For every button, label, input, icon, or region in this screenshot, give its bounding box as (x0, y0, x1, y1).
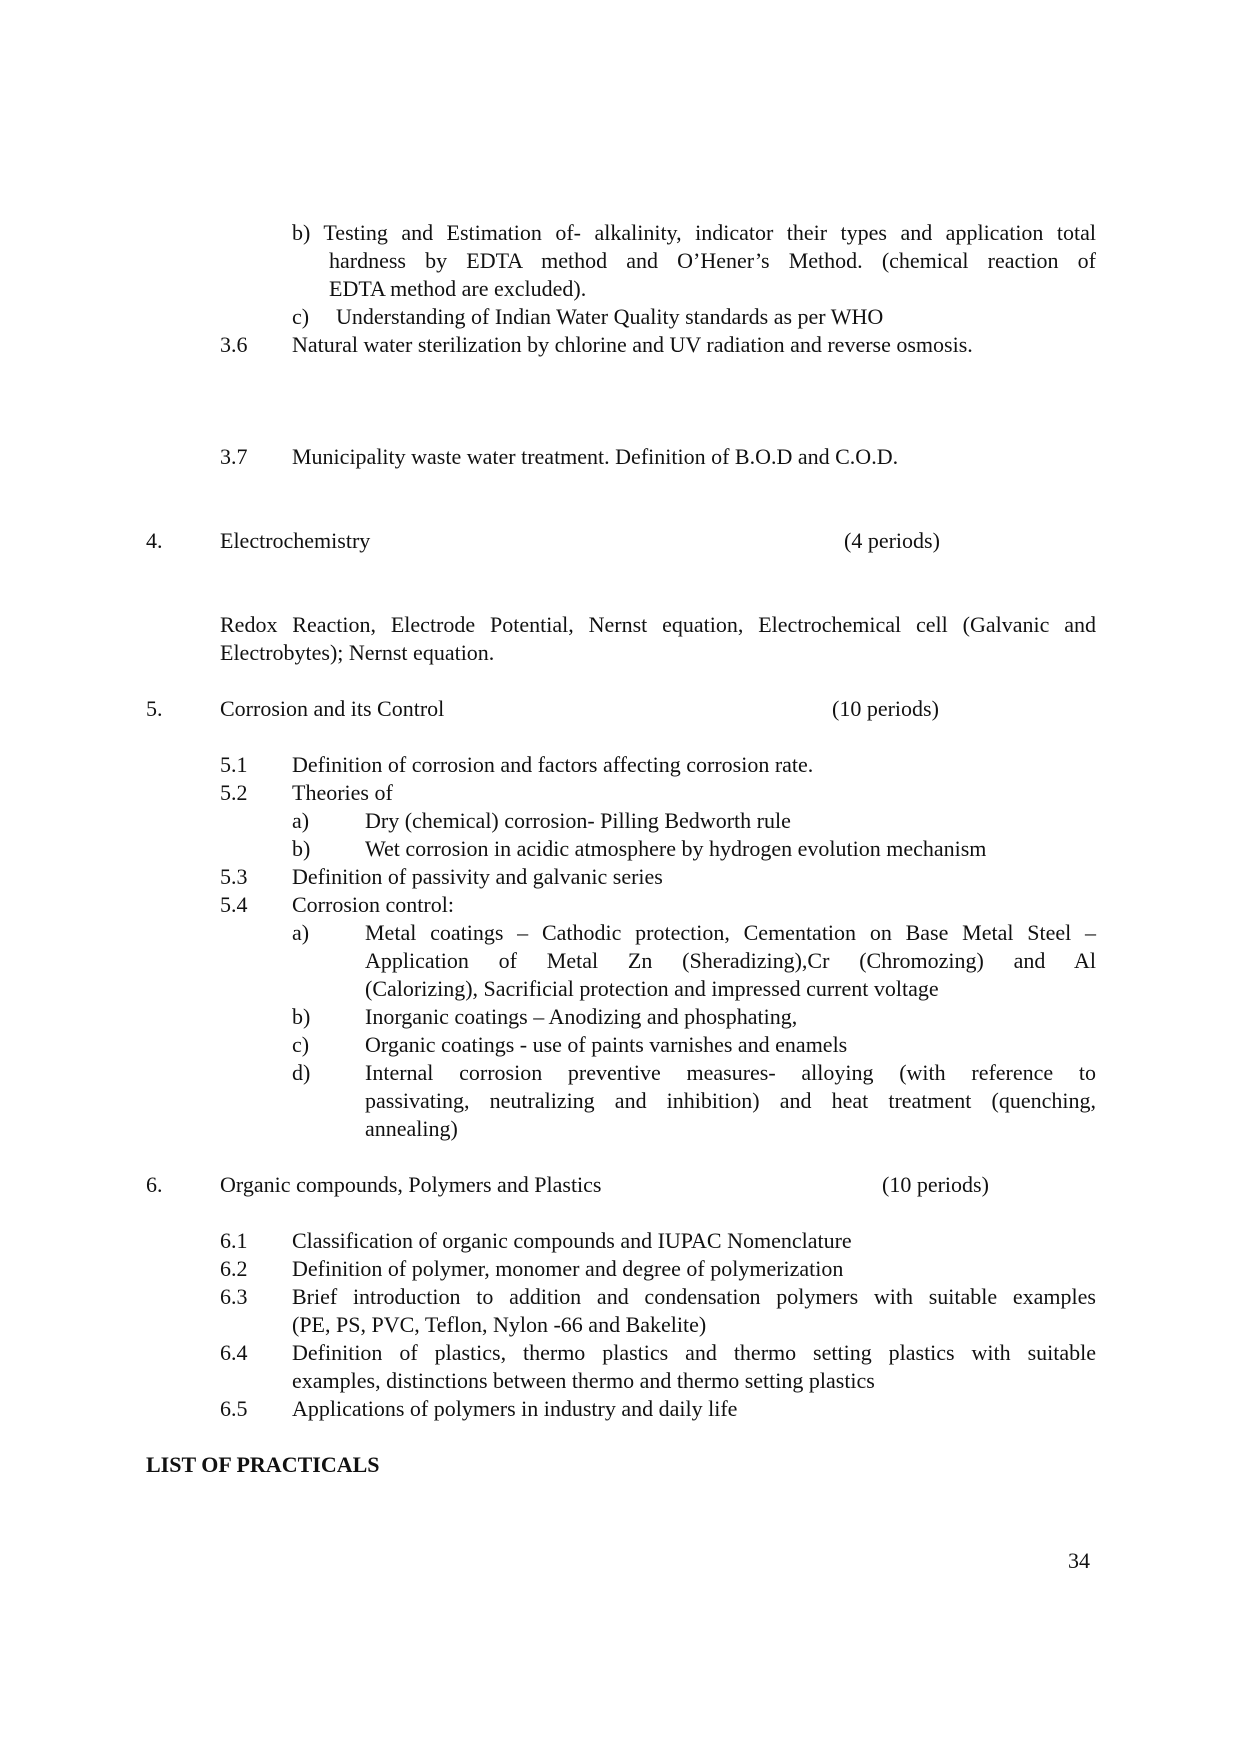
item-6-4-line2: examples, distinctions between thermo and thermo setting plastics (292, 1368, 875, 1393)
section-4-number: 4. (146, 528, 163, 553)
item-5-4-b-marker: b) (292, 1004, 311, 1029)
item-5-1-number: 5.1 (220, 752, 248, 777)
item-6-3-number: 6.3 (220, 1284, 248, 1309)
item-6-5-number: 6.5 (220, 1396, 248, 1421)
item-5-2-b-marker: b) (292, 836, 311, 861)
item-5-4-a-line2: Application of Metal Zn (Sheradizing),Cr (Chromozing) and Al (365, 948, 1096, 973)
item-5-4-a-line1: Metal coatings – Cathodic protection, Cementation on Base Metal Steel – (365, 920, 1096, 945)
item-6-2-text: Definition of polymer, monomer and degree of polymerization (292, 1256, 844, 1281)
item-6-2-number: 6.2 (220, 1256, 248, 1281)
item-3-7-text: Municipality waste water treatment. Definition of B.O.D and C.O.D. (292, 444, 899, 469)
sec3-b-line2: hardness by EDTA method and O’Hener’s Method. (chemical reaction of (329, 248, 1096, 273)
item-5-4-d-line2: passivating, neutralizing and inhibition) and heat treatment (quenching, (365, 1088, 1096, 1113)
item-3-6-number: 3.6 (220, 332, 248, 357)
item-5-4-a-line3: (Calorizing), Sacrificial protection and impressed current voltage (365, 976, 939, 1001)
item-6-5-text: Applications of polymers in industry and daily life (292, 1396, 738, 1421)
sec3-b-line1: b) Testing and Estimation of- alkalinity, indicator their types and application total (292, 220, 1096, 245)
item-5-4-text: Corrosion control: (292, 892, 454, 917)
item-5-4-d-line1: Internal corrosion preventive measures- alloying (with reference to (365, 1060, 1096, 1085)
practicals-heading: LIST OF PRACTICALS (146, 1452, 380, 1477)
item-5-4-b-text: Inorganic coatings – Anodizing and phosphating, (365, 1004, 798, 1029)
item-6-3-line1: Brief introduction to addition and condensation polymers with suitable examples (292, 1284, 1096, 1309)
item-5-2-text: Theories of (292, 780, 393, 805)
item-3-6-text: Natural water sterilization by chlorine and UV radiation and reverse osmosis. (292, 332, 973, 357)
item-5-4-d-marker: d) (292, 1060, 311, 1085)
item-6-4-line1: Definition of plastics, thermo plastics and thermo setting plastics with suitable (292, 1340, 1096, 1365)
item-5-2-a-text: Dry (chemical) corrosion- Pilling Bedworth rule (365, 808, 791, 833)
section-5-title: Corrosion and its Control (220, 696, 445, 721)
item-5-4-c-marker: c) (292, 1032, 310, 1057)
item-5-3-text: Definition of passivity and galvanic series (292, 864, 663, 889)
item-5-4-a-marker: a) (292, 920, 310, 945)
page-number: 34 (1068, 1548, 1090, 1573)
section-6-periods: (10 periods) (882, 1172, 989, 1197)
item-6-4-number: 6.4 (220, 1340, 248, 1365)
item-5-4-d-line3: annealing) (365, 1116, 458, 1141)
section-6-number: 6. (146, 1172, 163, 1197)
section-5-periods: (10 periods) (832, 696, 939, 721)
item-5-4-number: 5.4 (220, 892, 248, 917)
sec3-c-text: Understanding of Indian Water Quality standards as per WHO (336, 304, 884, 329)
item-5-2-b-text: Wet corrosion in acidic atmosphere by hydrogen evolution mechanism (365, 836, 987, 861)
item-5-2-a-marker: a) (292, 808, 310, 833)
section-4-title: Electrochemistry (220, 528, 371, 553)
sec3-c-marker: c) (292, 304, 310, 329)
item-3-7-number: 3.7 (220, 444, 248, 469)
sec3-b-line3: EDTA method are excluded). (329, 276, 587, 301)
item-5-1-text: Definition of corrosion and factors affecting corrosion rate. (292, 752, 814, 777)
item-6-1-number: 6.1 (220, 1228, 248, 1253)
item-6-1-text: Classification of organic compounds and IUPAC Nomenclature (292, 1228, 852, 1253)
item-6-3-line2: (PE, PS, PVC, Teflon, Nylon -66 and Bakelite) (292, 1312, 707, 1337)
item-5-3-number: 5.3 (220, 864, 248, 889)
item-5-4-c-text: Organic coatings - use of paints varnishes and enamels (365, 1032, 848, 1057)
section-6-title: Organic compounds, Polymers and Plastics (220, 1172, 602, 1197)
section-4-para-line2: Electrobytes); Nernst equation. (220, 640, 495, 665)
section-4-periods: (4 periods) (844, 528, 940, 553)
section-4-para-line1: Redox Reaction, Electrode Potential, Nernst equation, Electrochemical cell (Galvanic and (220, 612, 1096, 637)
section-5-number: 5. (146, 696, 163, 721)
item-5-2-number: 5.2 (220, 780, 248, 805)
